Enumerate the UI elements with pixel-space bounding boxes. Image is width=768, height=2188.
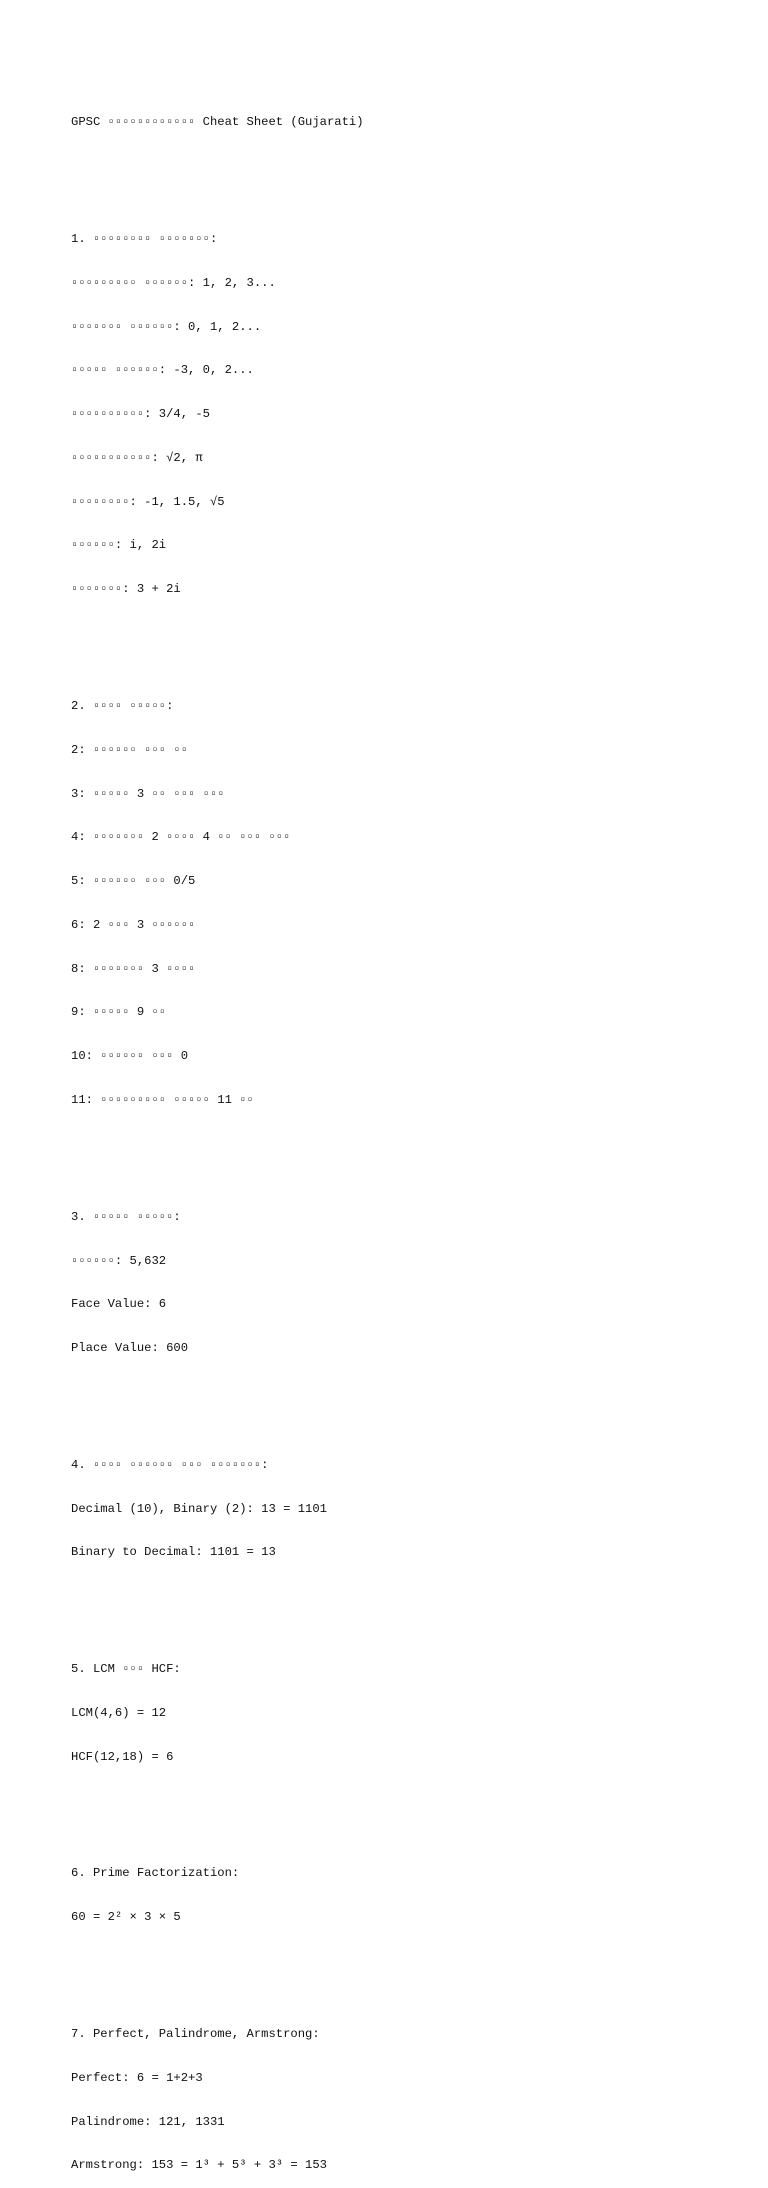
section-heading-special-numbers: 7. Perfect, Palindrome, Armstrong: xyxy=(71,2026,320,2041)
section-line: 4: ▫▫▫▫▫▫▫ 2 ▫▫▫▫ 4 ▫▫ ▫▫▫ ▫▫▫ xyxy=(71,830,291,845)
section-line: Face Value: 6 xyxy=(71,1297,167,1312)
section-line: 3: ▫▫▫▫▫ 3 ▫▫ ▫▫▫ ▫▫▫ xyxy=(71,786,225,801)
section-line: Place Value: 600 xyxy=(71,1341,189,1356)
section-line: ▫▫▫▫▫▫: 5,632 xyxy=(71,1253,167,1268)
blank-line xyxy=(71,159,731,174)
section-heading-number-types: 1. ▫▫▫▫▫▫▫▫ ▫▫▫▫▫▫▫: xyxy=(71,231,218,246)
section-line: ▫▫▫▫▫▫: i, 2i xyxy=(71,538,167,553)
blank-line xyxy=(71,626,731,641)
section-heading-divisibility: 2. ▫▫▫▫ ▫▫▫▫▫: xyxy=(71,698,174,713)
blank-line xyxy=(71,1954,731,1969)
section-line: ▫▫▫▫▫▫▫▫▫▫▫: √2, π xyxy=(71,450,203,465)
section-line: ▫▫▫▫▫▫▫▫▫▫: 3/4, -5 xyxy=(71,407,210,422)
section-line: LCM(4,6) = 12 xyxy=(71,1705,167,1720)
section-line: 60 = 2² × 3 × 5 xyxy=(71,1910,181,1925)
section-heading-prime-factorization: 6. Prime Factorization: xyxy=(71,1866,240,1881)
section-heading-number-systems: 4. ▫▫▫▫ ▫▫▫▫▫▫ ▫▫▫ ▫▫▫▫▫▫▫: xyxy=(71,1457,269,1472)
section-heading-place-value: 3. ▫▫▫▫▫ ▫▫▫▫▫: xyxy=(71,1209,181,1224)
section-line: 11: ▫▫▫▫▫▫▫▫▫ ▫▫▫▫▫ 11 ▫▫ xyxy=(71,1092,254,1107)
section-line: 9: ▫▫▫▫▫ 9 ▫▫ xyxy=(71,1005,167,1020)
section-line: Decimal (10), Binary (2): 13 = 1101 xyxy=(71,1501,327,1516)
section-line: Palindrome: 121, 1331 xyxy=(71,2114,225,2129)
document-title: GPSC ▫▫▫▫▫▫▫▫▫▫▫▫ Cheat Sheet (Gujarati) xyxy=(71,115,364,130)
blank-line xyxy=(71,1793,731,1808)
section-line: 2: ▫▫▫▫▫▫ ▫▫▫ ▫▫ xyxy=(71,742,189,757)
document-page xyxy=(71,86,731,2188)
blank-line xyxy=(71,1137,731,1152)
section-line: 10: ▫▫▫▫▫▫ ▫▫▫ 0 xyxy=(71,1049,189,1064)
section-line: ▫▫▫▫▫▫▫: 3 + 2i xyxy=(71,582,181,597)
section-line: 6: 2 ▫▫▫ 3 ▫▫▫▫▫▫ xyxy=(71,917,196,932)
section-line: HCF(12,18) = 6 xyxy=(71,1749,174,1764)
section-line: ▫▫▫▫▫▫▫ ▫▫▫▫▫▫: 0, 1, 2... xyxy=(71,319,262,334)
section-line: ▫▫▫▫▫▫▫▫▫ ▫▫▫▫▫▫: 1, 2, 3... xyxy=(71,275,276,290)
section-line: Perfect: 6 = 1+2+3 xyxy=(71,2070,203,2085)
section-line: 5: ▫▫▫▫▫▫ ▫▫▫ 0/5 xyxy=(71,874,196,889)
section-heading-lcm-hcf: 5. LCM ▫▫▫ HCF: xyxy=(71,1662,181,1677)
blank-line xyxy=(71,1589,731,1604)
section-line: ▫▫▫▫▫ ▫▫▫▫▫▫: -3, 0, 2... xyxy=(71,363,254,378)
section-line: Armstrong: 153 = 1³ + 5³ + 3³ = 153 xyxy=(71,2158,327,2173)
section-line: 8: ▫▫▫▫▫▫▫ 3 ▫▫▫▫ xyxy=(71,961,196,976)
blank-line xyxy=(71,1385,731,1400)
section-line: ▫▫▫▫▫▫▫▫: -1, 1.5, √5 xyxy=(71,494,225,509)
section-line: Binary to Decimal: 1101 = 13 xyxy=(71,1545,276,1560)
